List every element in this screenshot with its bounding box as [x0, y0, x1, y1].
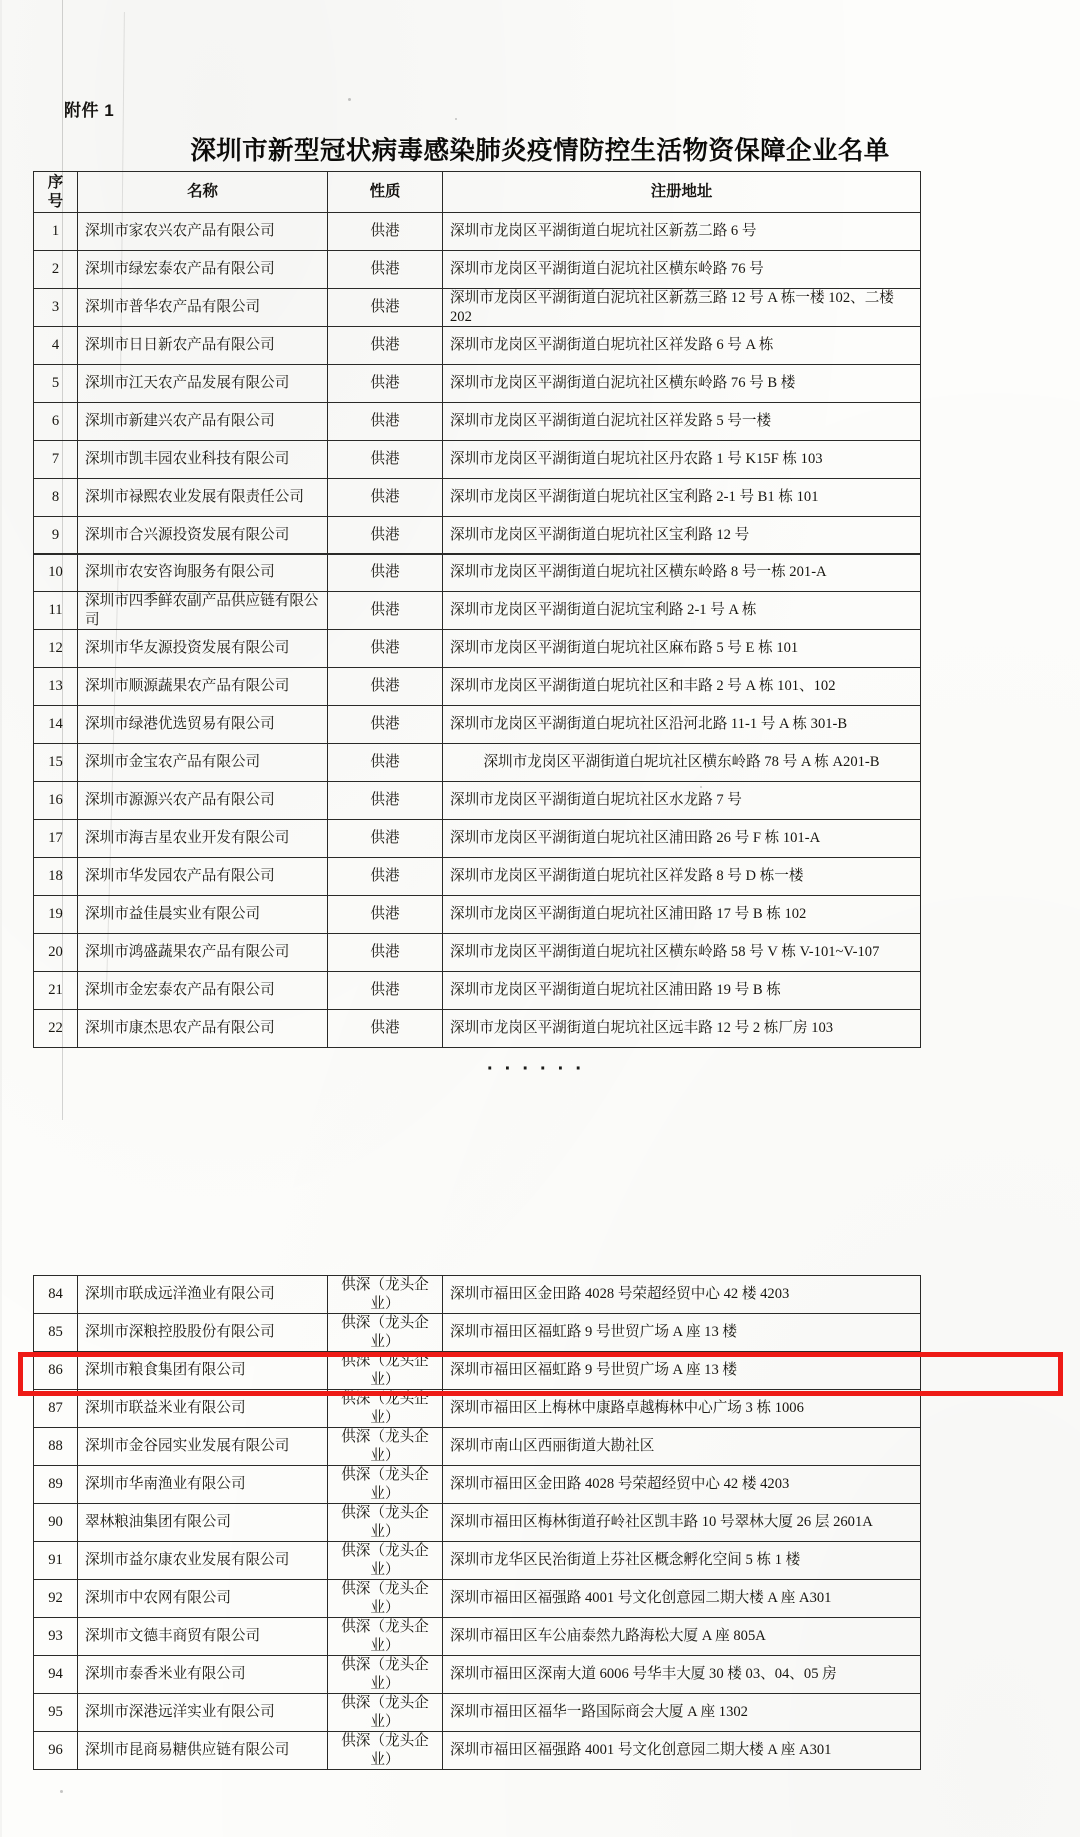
cell-index: 19 — [34, 896, 78, 934]
table-row — [34, 668, 921, 706]
cell-address: 深圳市龙岗区平湖街道白坭坑社区远丰路 12 号 2 栋厂房 103 — [443, 1010, 921, 1048]
cell-index: 14 — [34, 706, 78, 744]
cell-name: 深圳市新建兴农产品有限公司 — [78, 403, 328, 441]
cell-nature: 供港 — [328, 327, 443, 365]
cell-index: 87 — [34, 1390, 78, 1428]
table-header-row — [34, 172, 921, 213]
cell-index: 20 — [34, 934, 78, 972]
cell-name: 深圳市普华农产品有限公司 — [78, 289, 328, 327]
cell-index: 9 — [34, 517, 78, 555]
table-row — [34, 1352, 921, 1390]
company-table-section-1 — [33, 171, 920, 555]
cell-address: 深圳市龙岗区平湖街道白坭坑社区水龙路 7 号 — [443, 782, 921, 820]
cell-address: 深圳市龙岗区平湖街道白坭坑社区新荔二路 6 号 — [443, 213, 921, 251]
cell-nature: 供港 — [328, 554, 443, 592]
table-row — [34, 251, 921, 289]
cell-name: 深圳市金宏泰农产品有限公司 — [78, 972, 328, 1010]
cell-name: 深圳市源源兴农产品有限公司 — [78, 782, 328, 820]
cell-name: 深圳市泰香米业有限公司 — [78, 1656, 328, 1694]
column-header-nature: 性质 — [328, 172, 443, 213]
cell-index: 4 — [34, 327, 78, 365]
table-row — [34, 1276, 921, 1314]
table-row — [34, 1542, 921, 1580]
cell-index: 90 — [34, 1504, 78, 1542]
cell-address: 深圳市福田区金田路 4028 号荣超经贸中心 42 楼 4203 — [443, 1276, 921, 1314]
cell-index: 8 — [34, 479, 78, 517]
scan-speck — [60, 1790, 63, 1793]
cell-index: 5 — [34, 365, 78, 403]
cell-name: 深圳市粮食集团有限公司 — [78, 1352, 328, 1390]
cell-index: 22 — [34, 1010, 78, 1048]
cell-name: 深圳市益尔康农业发展有限公司 — [78, 1542, 328, 1580]
cell-index: 11 — [34, 592, 78, 630]
cell-nature: 供港 — [328, 403, 443, 441]
cell-address: 深圳市龙岗区平湖街道白泥坑社区祥发路 5 号一楼 — [443, 403, 921, 441]
table-row — [34, 1694, 921, 1732]
cell-name: 深圳市绿宏泰农产品有限公司 — [78, 251, 328, 289]
cell-index: 89 — [34, 1466, 78, 1504]
table-row — [34, 403, 921, 441]
cell-address: 深圳市龙岗区平湖街道白坭坑社区浦田路 17 号 B 栋 102 — [443, 896, 921, 934]
cell-nature: 供港 — [328, 858, 443, 896]
cell-nature: 供港 — [328, 213, 443, 251]
cell-address: 深圳市龙岗区平湖街道白泥坑社区横东岭路 76 号 B 楼 — [443, 365, 921, 403]
cell-index: 3 — [34, 289, 78, 327]
cell-nature: 供深（龙头企业） — [328, 1732, 443, 1770]
cell-nature: 供港 — [328, 706, 443, 744]
cell-name: 深圳市日日新农产品有限公司 — [78, 327, 328, 365]
cell-name: 深圳市昆商易糖供应链有限公司 — [78, 1732, 328, 1770]
cell-name: 深圳市深粮控股股份有限公司 — [78, 1314, 328, 1352]
table-row — [34, 554, 921, 592]
cell-address: 深圳市龙岗区平湖街道白泥坑社区横东岭路 76 号 — [443, 251, 921, 289]
cell-address: 深圳市龙岗区平湖街道白坭坑社区浦田路 26 号 F 栋 101-A — [443, 820, 921, 858]
cell-nature: 供港 — [328, 289, 443, 327]
cell-nature: 供港 — [328, 517, 443, 555]
table-row — [34, 820, 921, 858]
cell-name: 深圳市凯丰园农业科技有限公司 — [78, 441, 328, 479]
table-row — [34, 972, 921, 1010]
cell-name: 深圳市金宝农产品有限公司 — [78, 744, 328, 782]
column-header-address: 注册地址 — [443, 172, 921, 213]
company-table-section-3 — [33, 1275, 920, 1770]
attachment-label: 附件 1 — [64, 101, 115, 120]
table-row — [34, 1314, 921, 1352]
cell-index: 17 — [34, 820, 78, 858]
scan-speck — [348, 98, 351, 101]
cell-nature: 供港 — [328, 896, 443, 934]
cell-name: 深圳市家农兴农产品有限公司 — [78, 213, 328, 251]
cell-name: 深圳市联成远洋渔业有限公司 — [78, 1276, 328, 1314]
cell-address: 深圳市福田区深南大道 6006 号华丰大厦 30 楼 03、04、05 房 — [443, 1656, 921, 1694]
table-row — [34, 744, 921, 782]
cell-nature: 供深（龙头企业） — [328, 1694, 443, 1732]
table-row — [34, 213, 921, 251]
cell-nature: 供港 — [328, 441, 443, 479]
company-table-section-2 — [33, 553, 920, 1048]
scan-speck — [455, 118, 457, 120]
cell-nature: 供港 — [328, 744, 443, 782]
column-header-index: 序号 — [34, 172, 78, 213]
cell-nature: 供港 — [328, 782, 443, 820]
table-body — [34, 554, 921, 1048]
cell-name: 深圳市江天农产品发展有限公司 — [78, 365, 328, 403]
cell-nature: 供港 — [328, 668, 443, 706]
table-row — [34, 1618, 921, 1656]
cell-index: 84 — [34, 1276, 78, 1314]
cell-address: 深圳市龙岗区平湖街道白坭坑社区和丰路 2 号 A 栋 101、102 — [443, 668, 921, 706]
table-row — [34, 1732, 921, 1770]
cell-nature: 供深（龙头企业） — [328, 1504, 443, 1542]
cell-name: 深圳市文德丰商贸有限公司 — [78, 1618, 328, 1656]
cell-nature: 供深（龙头企业） — [328, 1466, 443, 1504]
table-row — [34, 1428, 921, 1466]
cell-nature: 供港 — [328, 251, 443, 289]
cell-index: 12 — [34, 630, 78, 668]
cell-address: 深圳市龙岗区平湖街道白坭坑社区丹农路 1 号 K15F 栋 103 — [443, 441, 921, 479]
table-row — [34, 1656, 921, 1694]
cell-address: 深圳市龙岗区平湖街道白坭坑社区祥发路 8 号 D 栋一楼 — [443, 858, 921, 896]
table-row — [34, 896, 921, 934]
cell-nature: 供港 — [328, 934, 443, 972]
cell-index: 85 — [34, 1314, 78, 1352]
cell-name: 翠林粮油集团有限公司 — [78, 1504, 328, 1542]
cell-name: 深圳市农安咨询服务有限公司 — [78, 554, 328, 592]
cell-nature: 供港 — [328, 592, 443, 630]
cell-address: 深圳市福田区车公庙泰然九路海松大厦 A 座 805A — [443, 1618, 921, 1656]
cell-address: 深圳市南山区西丽街道大勘社区 — [443, 1428, 921, 1466]
table-row — [34, 1504, 921, 1542]
cell-nature: 供港 — [328, 1010, 443, 1048]
cell-name: 深圳市绿港优选贸易有限公司 — [78, 706, 328, 744]
table-row — [34, 327, 921, 365]
cell-name: 深圳市联益米业有限公司 — [78, 1390, 328, 1428]
cell-name: 深圳市合兴源投资发展有限公司 — [78, 517, 328, 555]
cell-address: 深圳市龙岗区平湖街道白坭坑社区祥发路 6 号 A 栋 — [443, 327, 921, 365]
cell-address: 深圳市福田区福华一路国际商会大厦 A 座 1302 — [443, 1694, 921, 1732]
cell-name: 深圳市禄熙农业发展有限责任公司 — [78, 479, 328, 517]
cell-address: 深圳市龙岗区平湖街道白坭坑社区宝利路 2-1 号 B1 栋 101 — [443, 479, 921, 517]
cell-nature: 供深（龙头企业） — [328, 1656, 443, 1694]
cell-nature: 供深（龙头企业） — [328, 1618, 443, 1656]
page-title: 深圳市新型冠状病毒感染肺炎疫情防控生活物资保障企业名单 — [190, 137, 890, 165]
table-row — [34, 934, 921, 972]
cell-index: 16 — [34, 782, 78, 820]
cell-index: 88 — [34, 1428, 78, 1466]
table-row — [34, 289, 921, 327]
cell-nature: 供港 — [328, 479, 443, 517]
cell-address: 深圳市龙岗区平湖街道白坭坑社区麻布路 5 号 E 栋 101 — [443, 630, 921, 668]
cell-nature: 供深（龙头企业） — [328, 1276, 443, 1314]
table-row — [34, 858, 921, 896]
cell-name: 深圳市康杰思农产品有限公司 — [78, 1010, 328, 1048]
company-table — [33, 553, 921, 1048]
cell-index: 13 — [34, 668, 78, 706]
cell-index: 96 — [34, 1732, 78, 1770]
cell-address: 深圳市福田区福强路 4001 号文化创意园二期大楼 A 座 A301 — [443, 1580, 921, 1618]
cell-index: 10 — [34, 554, 78, 592]
cell-address: 深圳市龙岗区平湖街道白泥坑社区新荔三路 12 号 A 栋一楼 102、二楼 202 — [443, 289, 921, 327]
cell-nature: 供港 — [328, 630, 443, 668]
cell-index: 21 — [34, 972, 78, 1010]
cell-nature: 供深（龙头企业） — [328, 1580, 443, 1618]
cell-nature: 供港 — [328, 972, 443, 1010]
table-row — [34, 517, 921, 555]
cell-name: 深圳市顺源蔬果农产品有限公司 — [78, 668, 328, 706]
table-row-highlighted — [34, 1580, 921, 1618]
cell-address: 深圳市龙岗区平湖街道白坭坑社区沿河北路 11-1 号 A 栋 301-B — [443, 706, 921, 744]
cell-address: 深圳市龙岗区平湖街道白泥坑宝利路 2-1 号 A 栋 — [443, 592, 921, 630]
cell-address: 深圳市福田区福虹路 9 号世贸广场 A 座 13 楼 — [443, 1352, 921, 1390]
cell-index: 94 — [34, 1656, 78, 1694]
cell-index: 1 — [34, 213, 78, 251]
cell-name: 深圳市华友源投资发展有限公司 — [78, 630, 328, 668]
table-row — [34, 1010, 921, 1048]
cell-name: 深圳市海吉星农业开发有限公司 — [78, 820, 328, 858]
cell-name: 深圳市深港远洋实业有限公司 — [78, 1694, 328, 1732]
cell-name: 深圳市华南渔业有限公司 — [78, 1466, 328, 1504]
cell-address: 深圳市龙岗区平湖街道白坭坑社区宝利路 12 号 — [443, 517, 921, 555]
cell-index: 93 — [34, 1618, 78, 1656]
cell-index: 7 — [34, 441, 78, 479]
cell-address: 深圳市福田区上梅林中康路卓越梅林中心广场 3 栋 1006 — [443, 1390, 921, 1428]
cell-address: 深圳市龙岗区平湖街道白坭坑社区横东岭路 58 号 V 栋 V-101~V-107 — [443, 934, 921, 972]
cell-index: 6 — [34, 403, 78, 441]
cell-address: 深圳市龙岗区平湖街道白坭坑社区横东岭路 78 号 A 栋 A201-B — [443, 744, 921, 782]
table-body — [34, 1276, 921, 1770]
cell-address: 深圳市福田区梅林街道孖岭社区凯丰路 10 号翠林大厦 26 层 2601A — [443, 1504, 921, 1542]
cell-nature: 供港 — [328, 365, 443, 403]
cell-nature: 供深（龙头企业） — [328, 1542, 443, 1580]
company-table — [33, 1275, 921, 1770]
cell-index: 18 — [34, 858, 78, 896]
section-break-ellipsis: ······ — [487, 1058, 593, 1080]
table-row — [34, 365, 921, 403]
company-table — [33, 171, 921, 555]
cell-nature: 供深（龙头企业） — [328, 1352, 443, 1390]
cell-index: 15 — [34, 744, 78, 782]
table-row — [34, 706, 921, 744]
cell-index: 92 — [34, 1580, 78, 1618]
column-header-name: 名称 — [78, 172, 328, 213]
cell-name: 深圳市四季鲜农副产品供应链有限公司 — [78, 592, 328, 630]
cell-nature: 供深（龙头企业） — [328, 1390, 443, 1428]
table-row — [34, 1466, 921, 1504]
table-row — [34, 630, 921, 668]
cell-address: 深圳市福田区金田路 4028 号荣超经贸中心 42 楼 4203 — [443, 1466, 921, 1504]
cell-name: 深圳市金谷园实业发展有限公司 — [78, 1428, 328, 1466]
cell-address: 深圳市龙岗区平湖街道白坭坑社区浦田路 19 号 B 栋 — [443, 972, 921, 1010]
table-row — [34, 479, 921, 517]
cell-nature: 供深（龙头企业） — [328, 1428, 443, 1466]
cell-index: 2 — [34, 251, 78, 289]
cell-address: 深圳市福田区福强路 4001 号文化创意园二期大楼 A 座 A301 — [443, 1732, 921, 1770]
table-row — [34, 441, 921, 479]
cell-address: 深圳市福田区福虹路 9 号世贸广场 A 座 13 楼 — [443, 1314, 921, 1352]
cell-address: 深圳市龙华区民治街道上芬社区概念孵化空间 5 栋 1 楼 — [443, 1542, 921, 1580]
cell-nature: 供港 — [328, 820, 443, 858]
cell-nature: 供深（龙头企业） — [328, 1314, 443, 1352]
cell-name: 深圳市鸿盛蔬果农产品有限公司 — [78, 934, 328, 972]
cell-name: 深圳市华发园农产品有限公司 — [78, 858, 328, 896]
cell-index: 86 — [34, 1352, 78, 1390]
cell-name: 深圳市中农网有限公司 — [78, 1580, 328, 1618]
table-row — [34, 592, 921, 630]
table-row — [34, 782, 921, 820]
table-body — [34, 213, 921, 555]
cell-address: 深圳市龙岗区平湖街道白坭坑社区横东岭路 8 号一栋 201-A — [443, 554, 921, 592]
cell-index: 95 — [34, 1694, 78, 1732]
table-row — [34, 1390, 921, 1428]
cell-index: 91 — [34, 1542, 78, 1580]
cell-name: 深圳市益佳晨实业有限公司 — [78, 896, 328, 934]
